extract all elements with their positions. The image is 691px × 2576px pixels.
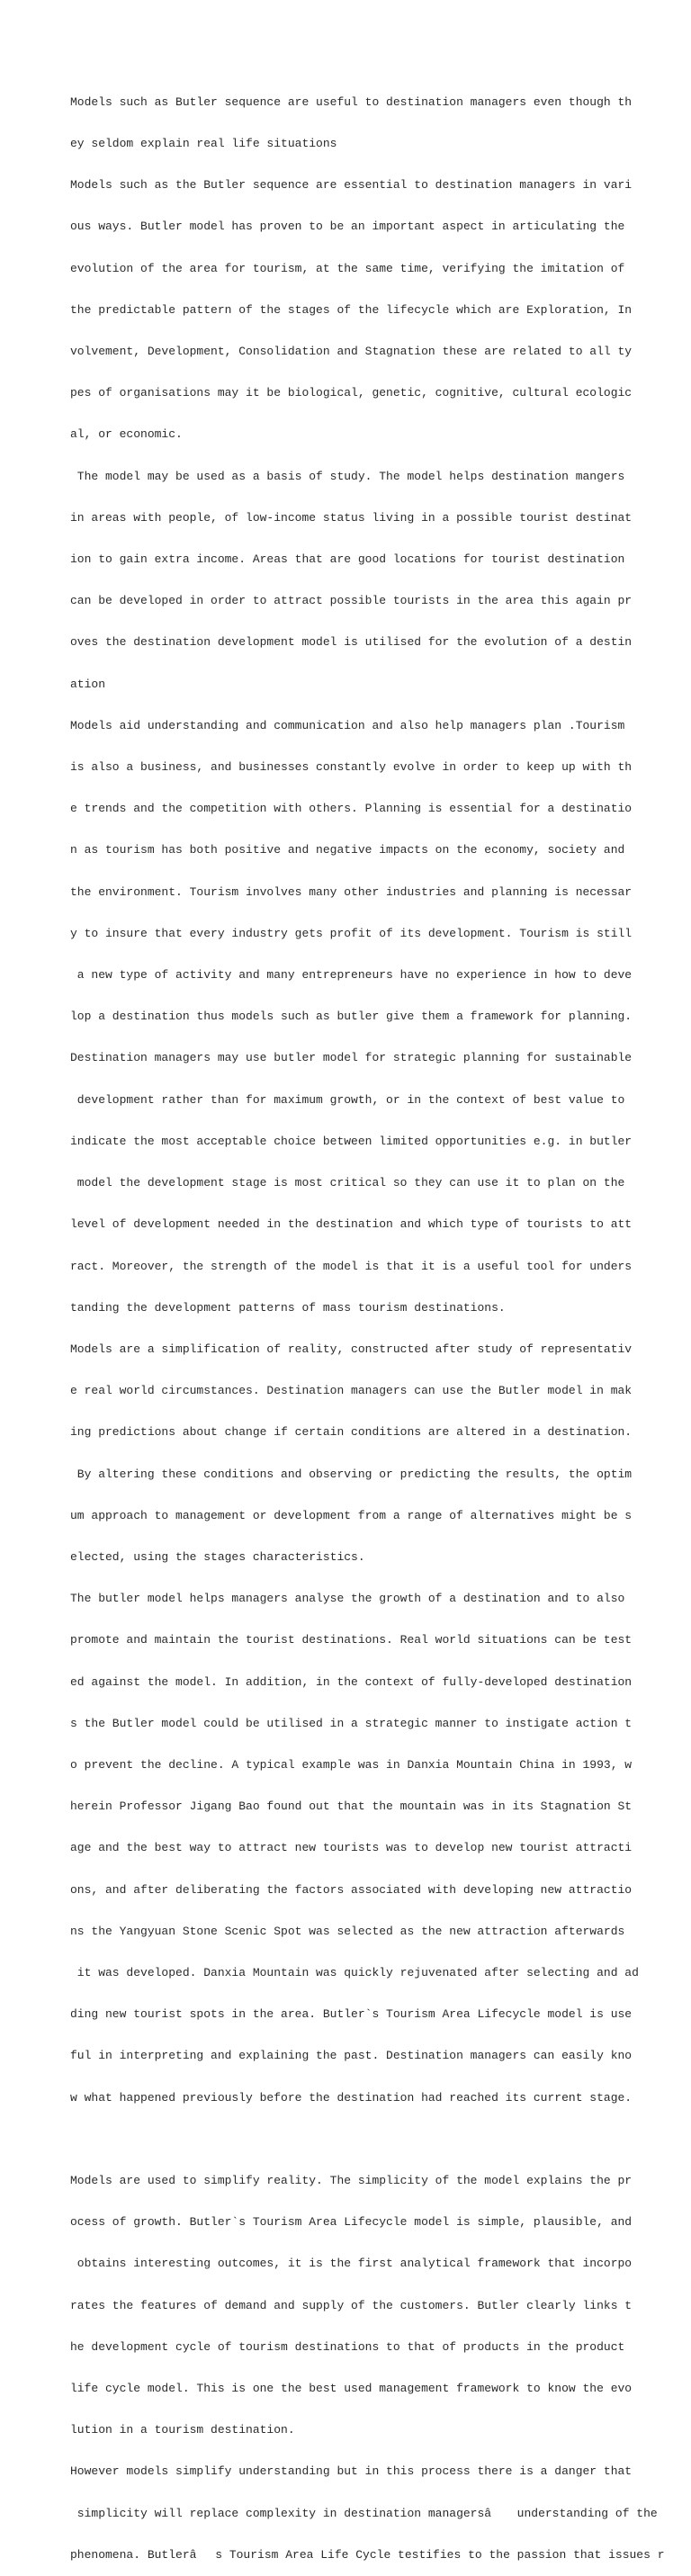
text-line: can be developed in order to attract possible tourists in the area this again pr <box>70 594 633 608</box>
text-line: tanding the development patterns of mass tourism destinations. <box>70 1300 506 1315</box>
text-line: it was developed. Danxia Mountain was quickly rejuvenated after selecting and ad <box>70 1965 639 1979</box>
text-line: ns the Yangyuan Stone Scenic Spot was selected as the new attraction afterwards <box>70 1924 625 1938</box>
text-line: ey seldom explain real life situations <box>70 137 337 151</box>
text-line: level of development needed in the destination and which type of tourists to att <box>70 1217 633 1232</box>
text-line: phenomena. Butlerâs Tourism Area Life Cycle testifies to the passion that issues r <box>70 2547 665 2562</box>
text-line: ful in interpreting and explaining the past. Destination managers can easily kno <box>70 2049 633 2063</box>
text-line: ding new tourist spots in the area. Butler`s Tourism Area Lifecycle model is use <box>70 2007 633 2022</box>
text-line: lution in a tourism destination. <box>70 2423 295 2437</box>
text-line: y to insure that every industry gets profit of its development. Tourism is still <box>70 926 633 940</box>
text-line: The butler model helps managers analyse the growth of a destination and to also <box>70 1592 625 1606</box>
text-line: pes of organisations may it be biological, genetic, cognitive, cultural ecologic <box>70 386 633 400</box>
text-line: w what happened previously before the destination had reached its current stage. <box>70 2090 633 2105</box>
text-line <box>70 2132 655 2146</box>
text-line: Models such as the Butler sequence are essential to destination managers in vari <box>70 178 633 193</box>
text-line: ation <box>70 677 106 691</box>
text-line: indicate the most acceptable choice between limited opportunities e.g. in butler <box>70 1134 633 1148</box>
text-line: lop a destination thus models such as butler give them a framework for planning. <box>70 1010 633 1024</box>
text-line: volvement, Development, Consolidation and Stagnation these are related to all ty <box>70 345 633 359</box>
text-line: in areas with people, of low-income status living in a possible tourist destinat <box>70 510 633 525</box>
text-line: life cycle model. This is one the best used management framework to know the evo <box>70 2381 633 2395</box>
text-line: ous ways. Butler model has proven to be an important aspect in articulating the <box>70 220 625 234</box>
text-line: the environment. Tourism involves many other industries and planning is necessar <box>70 884 633 899</box>
text-line: herein Professor Jigang Bao found out that the mountain was in its Stagnation St <box>70 1800 633 1814</box>
text-line: simplicity will replace complexity in destination managersâ understanding of the <box>70 2506 658 2520</box>
text-line: evolution of the area for tourism, at the same time, verifying the imitation of <box>70 261 625 275</box>
text-line: Models are used to simplify reality. The simplicity of the model explains the pr <box>70 2173 633 2187</box>
text-line: ract. Moreover, the strength of the model is that it is a useful tool for unders <box>70 1259 633 1273</box>
text-line: o prevent the decline. A typical example was in Danxia Mountain China in 1993, w <box>70 1757 633 1772</box>
text-line: a new type of activity and many entrepreneurs have no experience in how to deve <box>70 968 633 983</box>
text-line: he development cycle of tourism destinations to that of products in the product <box>70 2339 625 2354</box>
text-line: ion to gain extra income. Areas that are good locations for tourist destination <box>70 552 625 567</box>
text-line: ing predictions about change if certain conditions are altered in a destination. <box>70 1425 633 1440</box>
text-line: ons, and after deliberating the factors associated with developing new attractio <box>70 1882 633 1897</box>
document-body <box>70 67 665 2576</box>
text-line: Models are a simplification of reality, constructed after study of representativ <box>70 1342 633 1356</box>
text-line: the predictable pattern of the stages of the lifecycle which are Exploration, In <box>70 302 633 317</box>
text-line: n as tourism has both positive and negative impacts on the economy, society and <box>70 843 625 857</box>
text-line: um approach to management or development from a range of alternatives might be s <box>70 1508 633 1522</box>
text-line: The model may be used as a basis of study. The model helps destination mangers <box>70 469 625 483</box>
text-line: rates the features of demand and supply of the customers. Butler clearly links t <box>70 2298 633 2312</box>
text-line: ed against the model. In addition, in the context of fully-developed destination <box>70 1674 633 1689</box>
text-line: development rather than for maximum growth, or in the context of best value to <box>70 1092 625 1107</box>
text-line: ocess of growth. Butler`s Tourism Area Lifecycle model is simple, plausible, and <box>70 2215 633 2230</box>
text-line: is also a business, and businesses constantly evolve in order to keep up with th <box>70 760 633 775</box>
text-line: Models such as Butler sequence are useful to destination managers even though th <box>70 94 633 109</box>
text-line: However models simplify understanding but in this process there is a danger that <box>70 2464 633 2479</box>
text-line: e trends and the competition with others. Planning is essential for a destinatio <box>70 802 633 816</box>
text-line: Destination managers may use butler model for strategic planning for sustainable <box>70 1051 633 1065</box>
text-line: promote and maintain the tourist destinations. Real world situations can be test <box>70 1633 633 1647</box>
text-line: elected, using the stages characteristics. <box>70 1549 365 1564</box>
text-line: age and the best way to attract new tourists was to develop new tourist attracti <box>70 1841 633 1855</box>
text-line: s the Butler model could be utilised in a strategic manner to instigate action t <box>70 1716 633 1730</box>
text-line: Models aid understanding and communication and also help managers plan .Tourism <box>70 718 625 732</box>
text-line: al, or economic. <box>70 427 183 442</box>
text-line: obtains interesting outcomes, it is the first analytical framework that incorpo <box>70 2257 633 2271</box>
text-line: model the development stage is most critical so they can use it to plan on the <box>70 1176 625 1190</box>
text-line: oves the destination development model is utilised for the evolution of a destin <box>70 635 633 650</box>
text-line: e real world circumstances. Destination managers can use the Butler model in mak <box>70 1384 633 1398</box>
text-line: By altering these conditions and observing or predicting the results, the optim <box>70 1467 633 1481</box>
